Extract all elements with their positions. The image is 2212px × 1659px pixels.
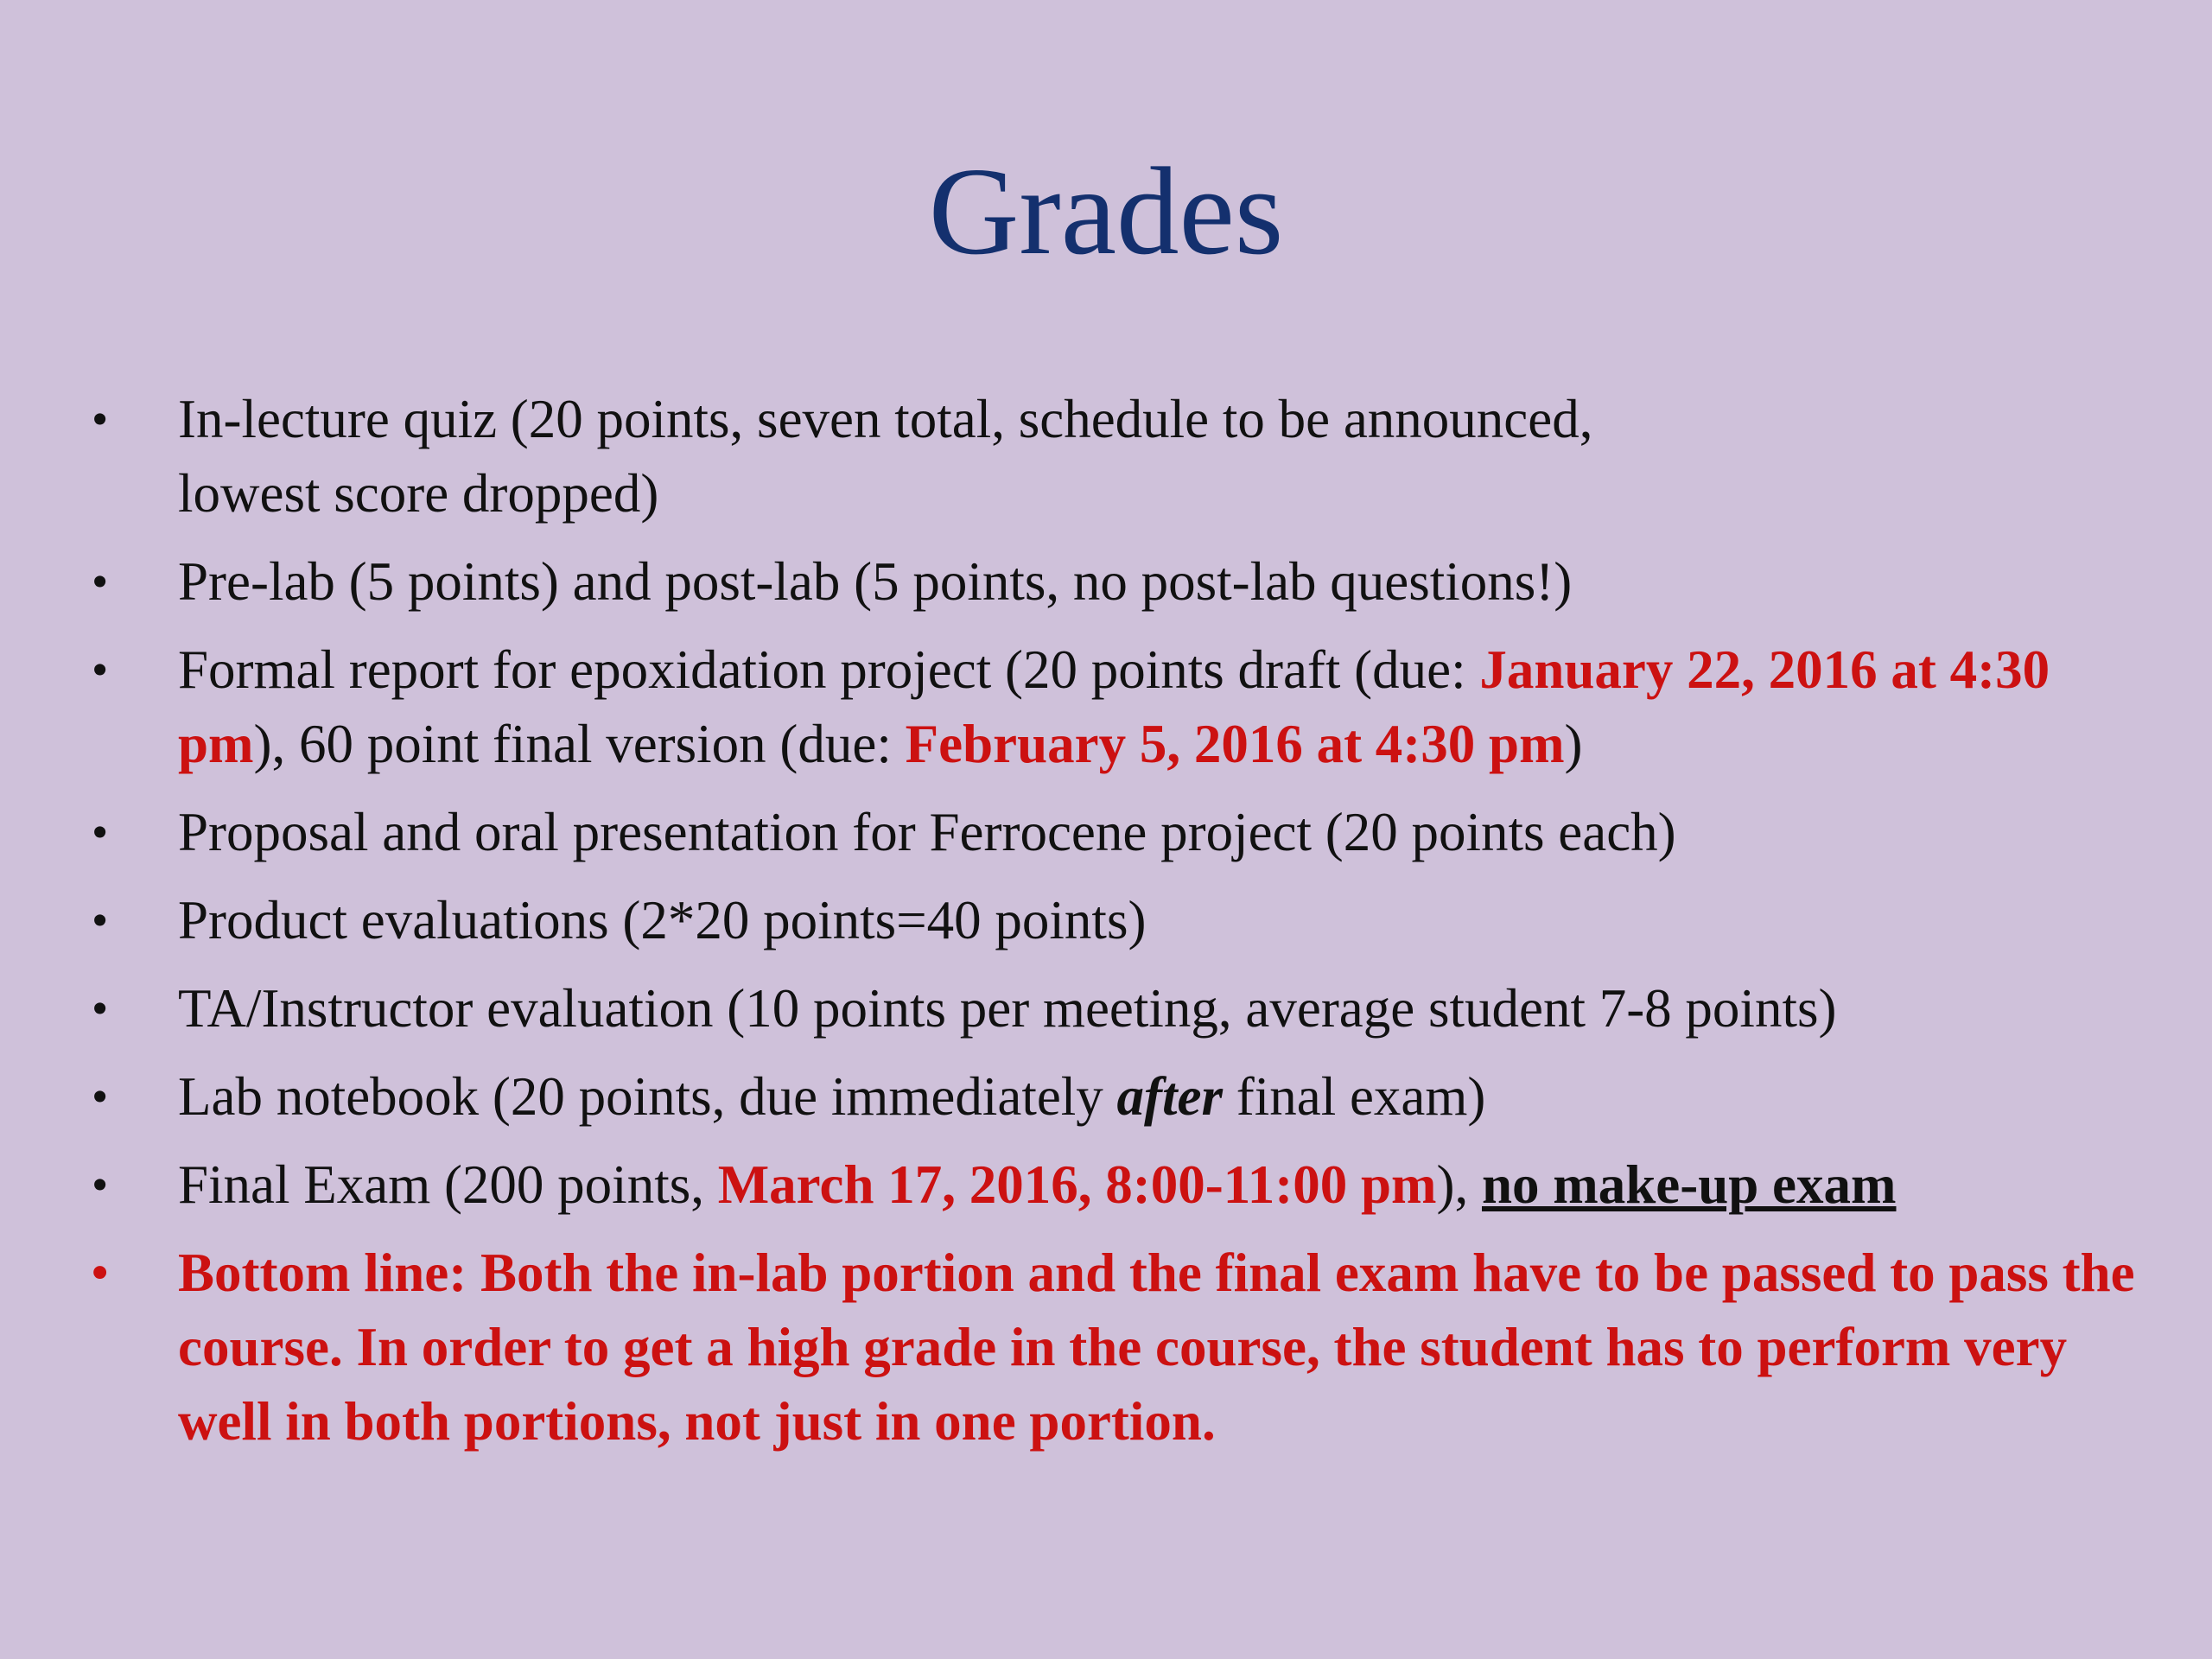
bullet-item-pre-lab: [0, 544, 2212, 619]
final-due-date: February 5, 2016 at 4:30 pm: [905, 714, 1565, 774]
bullet-item-ta-evaluation: [0, 971, 2212, 1046]
bullet-text: Lab notebook (20 points, due immediately: [178, 1066, 1117, 1127]
bullet-item-bottom-line: [0, 1236, 2212, 1459]
bullet-item-formal-report: [0, 632, 2212, 781]
bullet-item-final-exam: [0, 1147, 2212, 1222]
bullet-text: Product evaluations (2*20 points=40 points): [178, 890, 1147, 950]
bullet-text: Final Exam (200 points,: [178, 1154, 718, 1215]
bullet-text: ),: [1436, 1154, 1482, 1215]
bullet-text: Proposal and oral presentation for Ferrocene project (20 points each): [178, 802, 1676, 862]
emphasis-after: after: [1116, 1066, 1224, 1127]
bullet-text: In-lecture quiz (20 points, seven total, schedule to be announced,: [178, 389, 1593, 449]
bullet-item-product-evaluations: [0, 883, 2212, 957]
bullet-text: Formal report for epoxidation project (20 points draft (due:: [178, 639, 1480, 700]
bullet-icon: •: [92, 1070, 109, 1122]
bullet-text: Pre-lab (5 points) and post-lab (5 points, no post-lab questions!): [178, 551, 1573, 612]
bullet-icon: •: [92, 392, 109, 445]
bottom-line-text: Bottom line: Both the in-lab portion and the final exam have to be passed to pass the course. In order to get a high grade in the course, the student has to perform very well in both portions, not just in one portion.: [178, 1243, 2135, 1452]
bullet-text: ), 60 point final version (due:: [253, 714, 906, 774]
bullet-icon: •: [92, 643, 109, 696]
bullet-text: TA/Instructor evaluation (10 points per meeting, average student 7-8 points): [178, 978, 1837, 1039]
bullet-icon: •: [92, 1246, 109, 1299]
bullet-icon: •: [92, 982, 109, 1034]
bullet-icon: •: [92, 805, 109, 858]
bullet-item-lab-notebook: [0, 1059, 2212, 1134]
bullet-text: final exam): [1223, 1066, 1486, 1127]
bullet-icon: •: [92, 1158, 109, 1211]
bullet-item-proposal: [0, 795, 2212, 869]
exam-date: March 17, 2016, 8:00-11:00 pm: [717, 1154, 1437, 1215]
bullet-icon: •: [92, 555, 109, 607]
slide-title: Grades: [928, 143, 1284, 281]
draft-due-date: January 22, 2016 at 4:30 pm: [178, 639, 2050, 774]
bullet-icon: •: [92, 893, 109, 946]
no-makeup-note: no make-up exam: [1481, 1154, 1897, 1215]
bullet-text: ): [1564, 714, 1583, 774]
bullet-item-in-lecture-quiz: [0, 382, 2212, 531]
bullet-text-continued: lowest score dropped): [178, 463, 659, 524]
bullet-list: [0, 382, 2212, 1472]
